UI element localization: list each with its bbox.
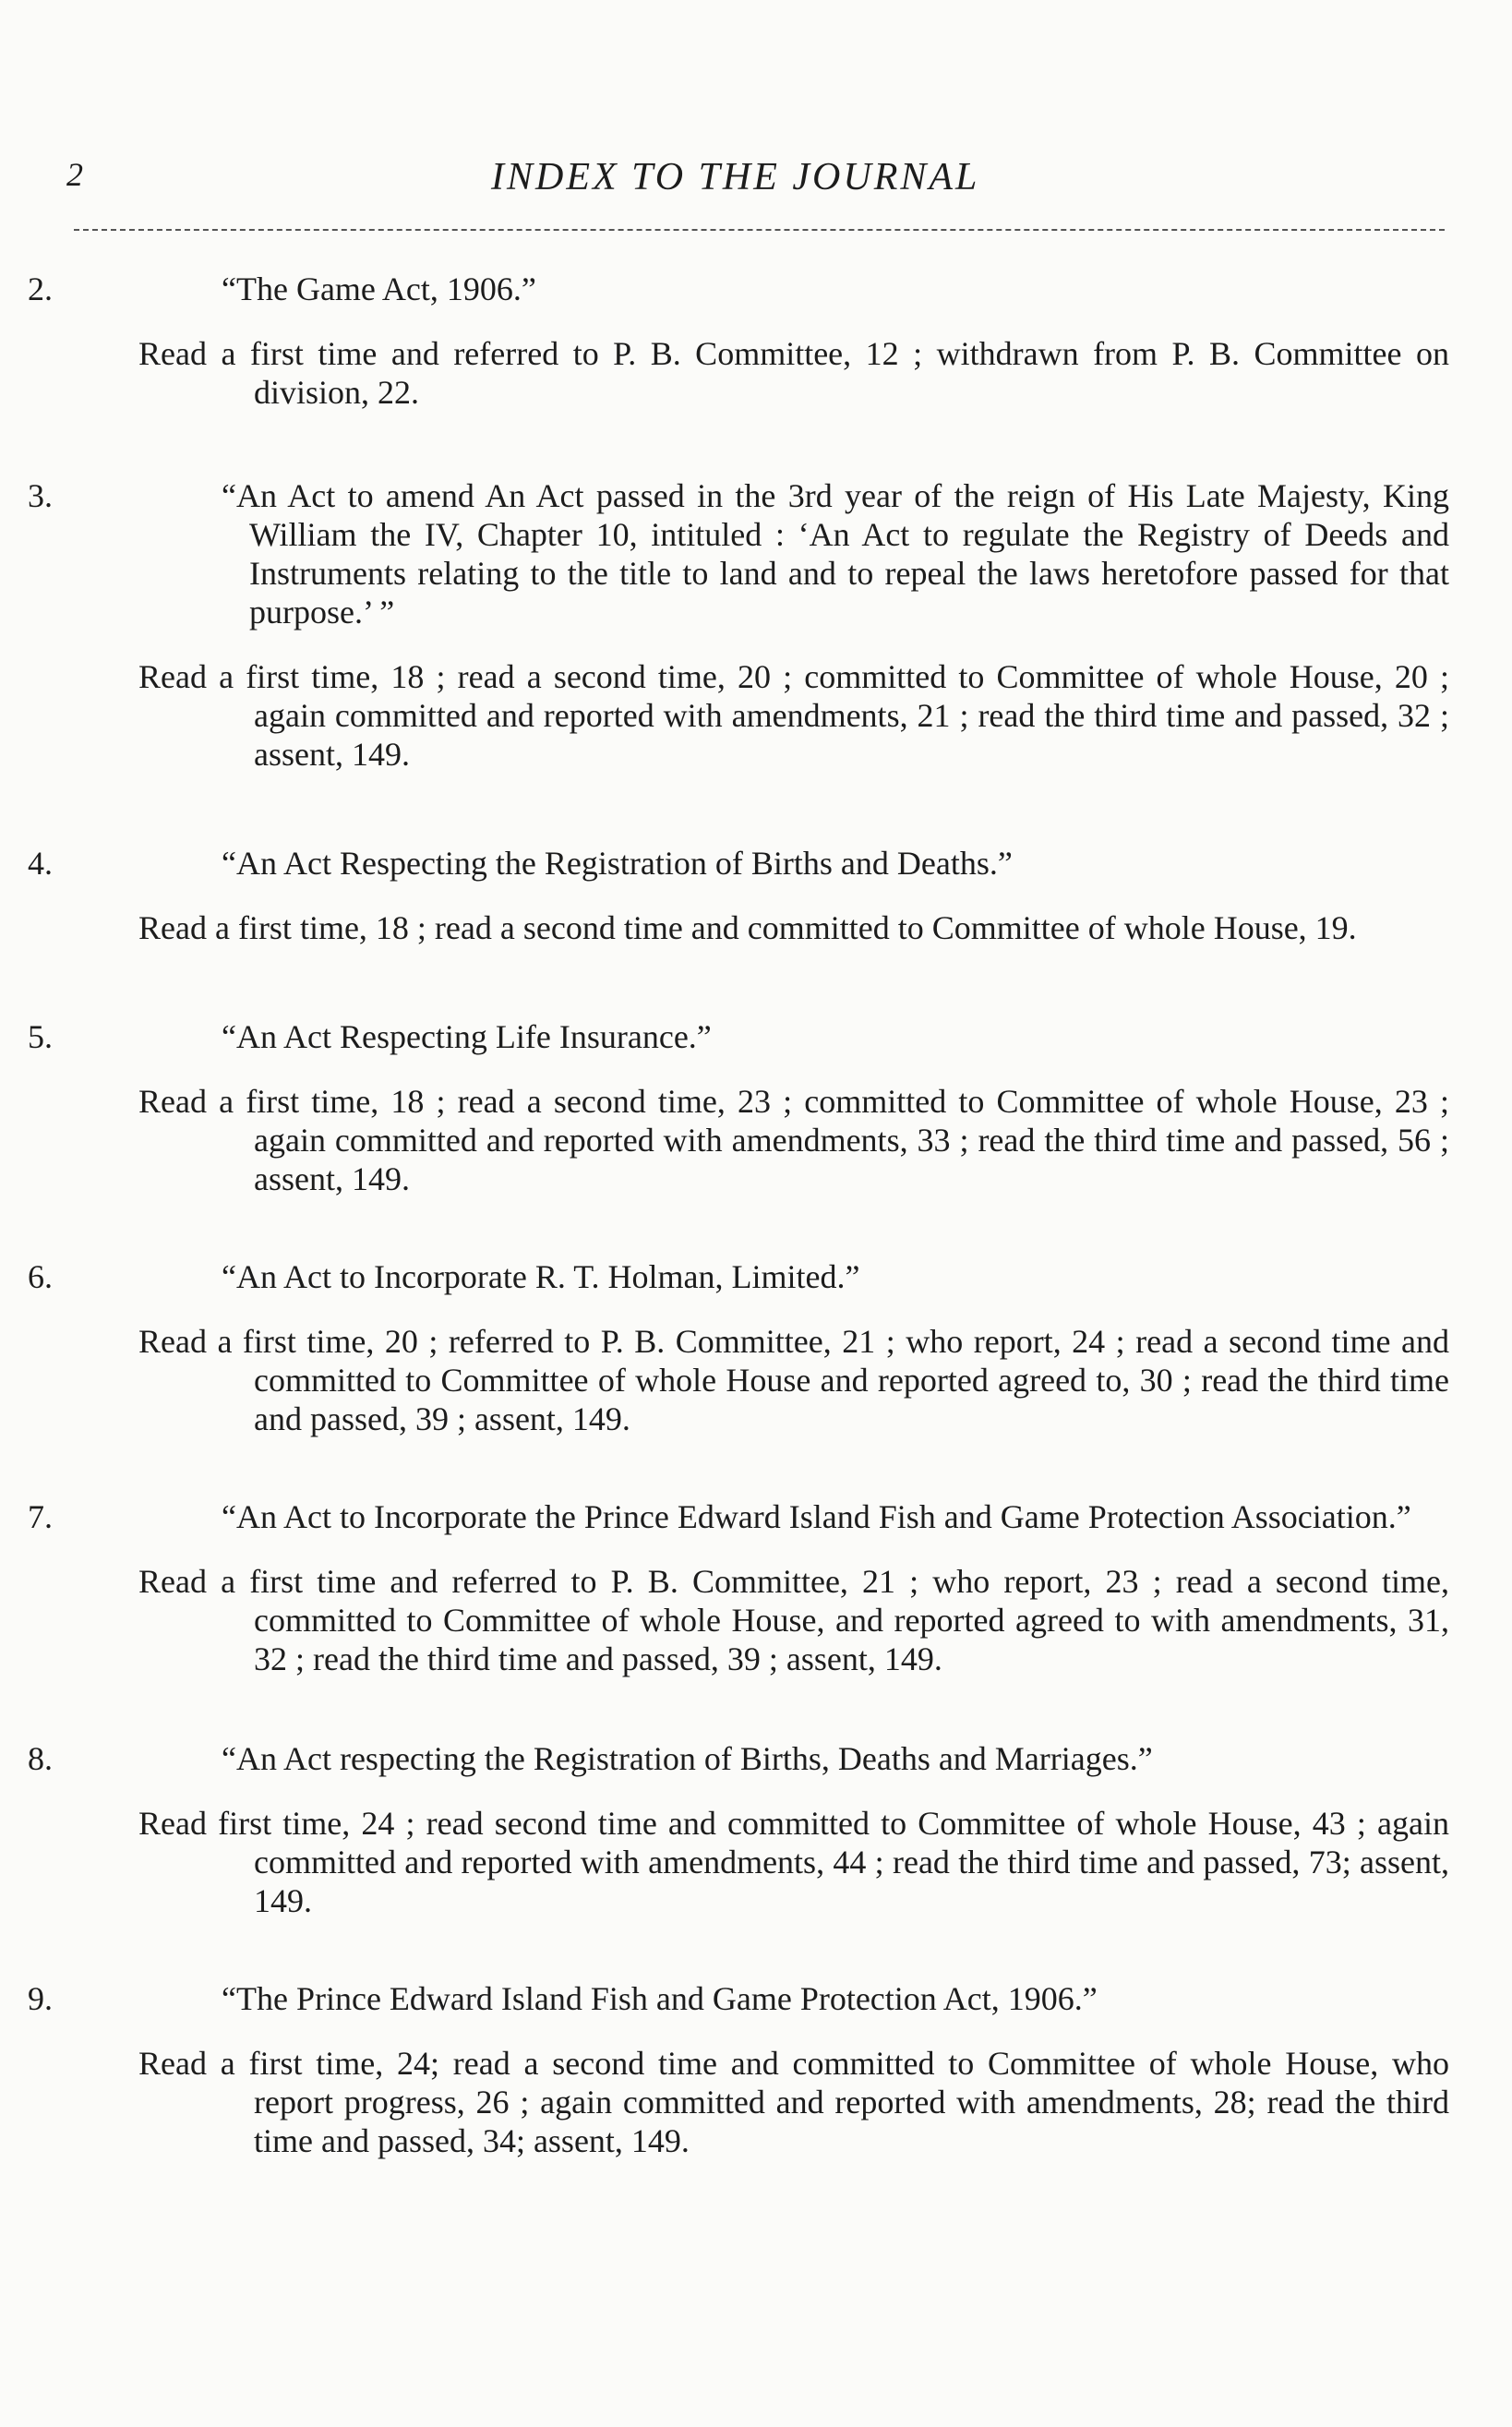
page-number: 2: [66, 156, 83, 193]
bill-entry-8: [28, 1739, 1449, 1920]
bill-number: 9.: [28, 1980, 53, 2017]
running-title: INDEX TO THE JOURNAL: [491, 156, 980, 198]
bill-title: [28, 476, 1449, 631]
bill-proceedings: Read first time, 24 ; read second time and committed to Committee of whole House, 43 ; again committed and reported with amendments, 44 ; read the third time and passed, 73; assent, 149.: [138, 1805, 1449, 1919]
bill-entry-9: [28, 1979, 1449, 2160]
bill-title: [28, 844, 1449, 883]
bill-title-text: “An Act respecting the Registration of Births, Deaths and Marriages.”: [222, 1740, 1153, 1777]
bill-title: [28, 1257, 1449, 1296]
bill-title: [28, 1979, 1449, 2018]
bill-proceedings: Read a first time, 18 ; read a second time, 23 ; committed to Committee of whole House, 23 ; again committed and reported with amendments, 33 ; read the third time and passed, 56 ; assent, 149.: [138, 1083, 1449, 1197]
bill-proceedings: Read a first time, 24; read a second time and committed to Committee of whole House, who report progress, 26 ; again committed and reported with amendments, 28; read the third time and passed, 34; assent, 149.: [138, 2045, 1449, 2159]
header-rule: [74, 229, 1445, 231]
bill-title-text: “An Act Respecting the Registration of Births and Deaths.”: [222, 845, 1013, 882]
bill-number: 7.: [28, 1498, 53, 1535]
page-header: [66, 155, 1442, 210]
bill-entries: [28, 270, 1449, 2160]
bill-entry-7: [28, 1497, 1449, 1678]
bill-entry-5: [28, 1017, 1449, 1198]
bill-number: 2.: [28, 270, 53, 307]
bill-title-text: “An Act to Incorporate R. T. Holman, Limited.”: [222, 1258, 860, 1295]
bill-entry-3: [28, 476, 1449, 774]
bill-number: 4.: [28, 845, 53, 882]
bill-number: 8.: [28, 1740, 53, 1777]
bill-title-text: “The Prince Edward Island Fish and Game Protection Act, 1906.”: [222, 1980, 1098, 2017]
bill-entry-6: [28, 1257, 1449, 1438]
bill-proceedings: Read a first time, 20 ; referred to P. B. Committee, 21 ; who report, 24 ; read a second time and committed to Committee of whole House and reported agreed to, 30 ; read the third time and passed, 39 ; assent, 149.: [138, 1323, 1449, 1437]
bill-title: [28, 270, 1449, 308]
bill-number: 6.: [28, 1258, 53, 1295]
bill-entry-4: [28, 844, 1449, 947]
bill-title: [28, 1017, 1449, 1056]
bill-proceedings: Read a first time, 18 ; read a second time and committed to Committee of whole House, 19.: [138, 909, 1357, 946]
bill-proceedings: Read a first time and referred to P. B. Committee, 21 ; who report, 23 ; read a second time, committed to Committee of whole House, and reported agreed to with amendments, 31, 32 ; read the third time and passed, 39 ; assent, 149.: [138, 1563, 1449, 1677]
bill-proceedings: Read a first time, 18 ; read a second time, 20 ; committed to Committee of whole House, 20 ; again committed and reported with amendments, 21 ; read the third time and passed, 32 ; assent, 149.: [138, 658, 1449, 773]
bill-title: [28, 1497, 1449, 1536]
bill-entry-2: [28, 270, 1449, 412]
bill-title-text: “An Act Respecting Life Insurance.”: [222, 1018, 712, 1055]
bill-proceedings: Read a first time and referred to P. B. Committee, 12 ; withdrawn from P. B. Committee on division, 22.: [138, 335, 1449, 411]
bill-title-text: “An Act to amend An Act passed in the 3rd year of the reign of His Late Majesty, King William the IV, Chapter 10, intituled : ‘An Act to regulate the Registry of Deeds and Instruments relating to the title to land and to repeal the laws heretofore passed for that purpose.’ ”: [222, 477, 1449, 631]
bill-title: [28, 1739, 1449, 1778]
bill-title-text: “The Game Act, 1906.”: [222, 270, 536, 307]
bill-number: 3.: [28, 477, 53, 514]
bill-title-text: “An Act to Incorporate the Prince Edward Island Fish and Game Protection Association.”: [222, 1498, 1411, 1535]
bill-number: 5.: [28, 1018, 53, 1055]
